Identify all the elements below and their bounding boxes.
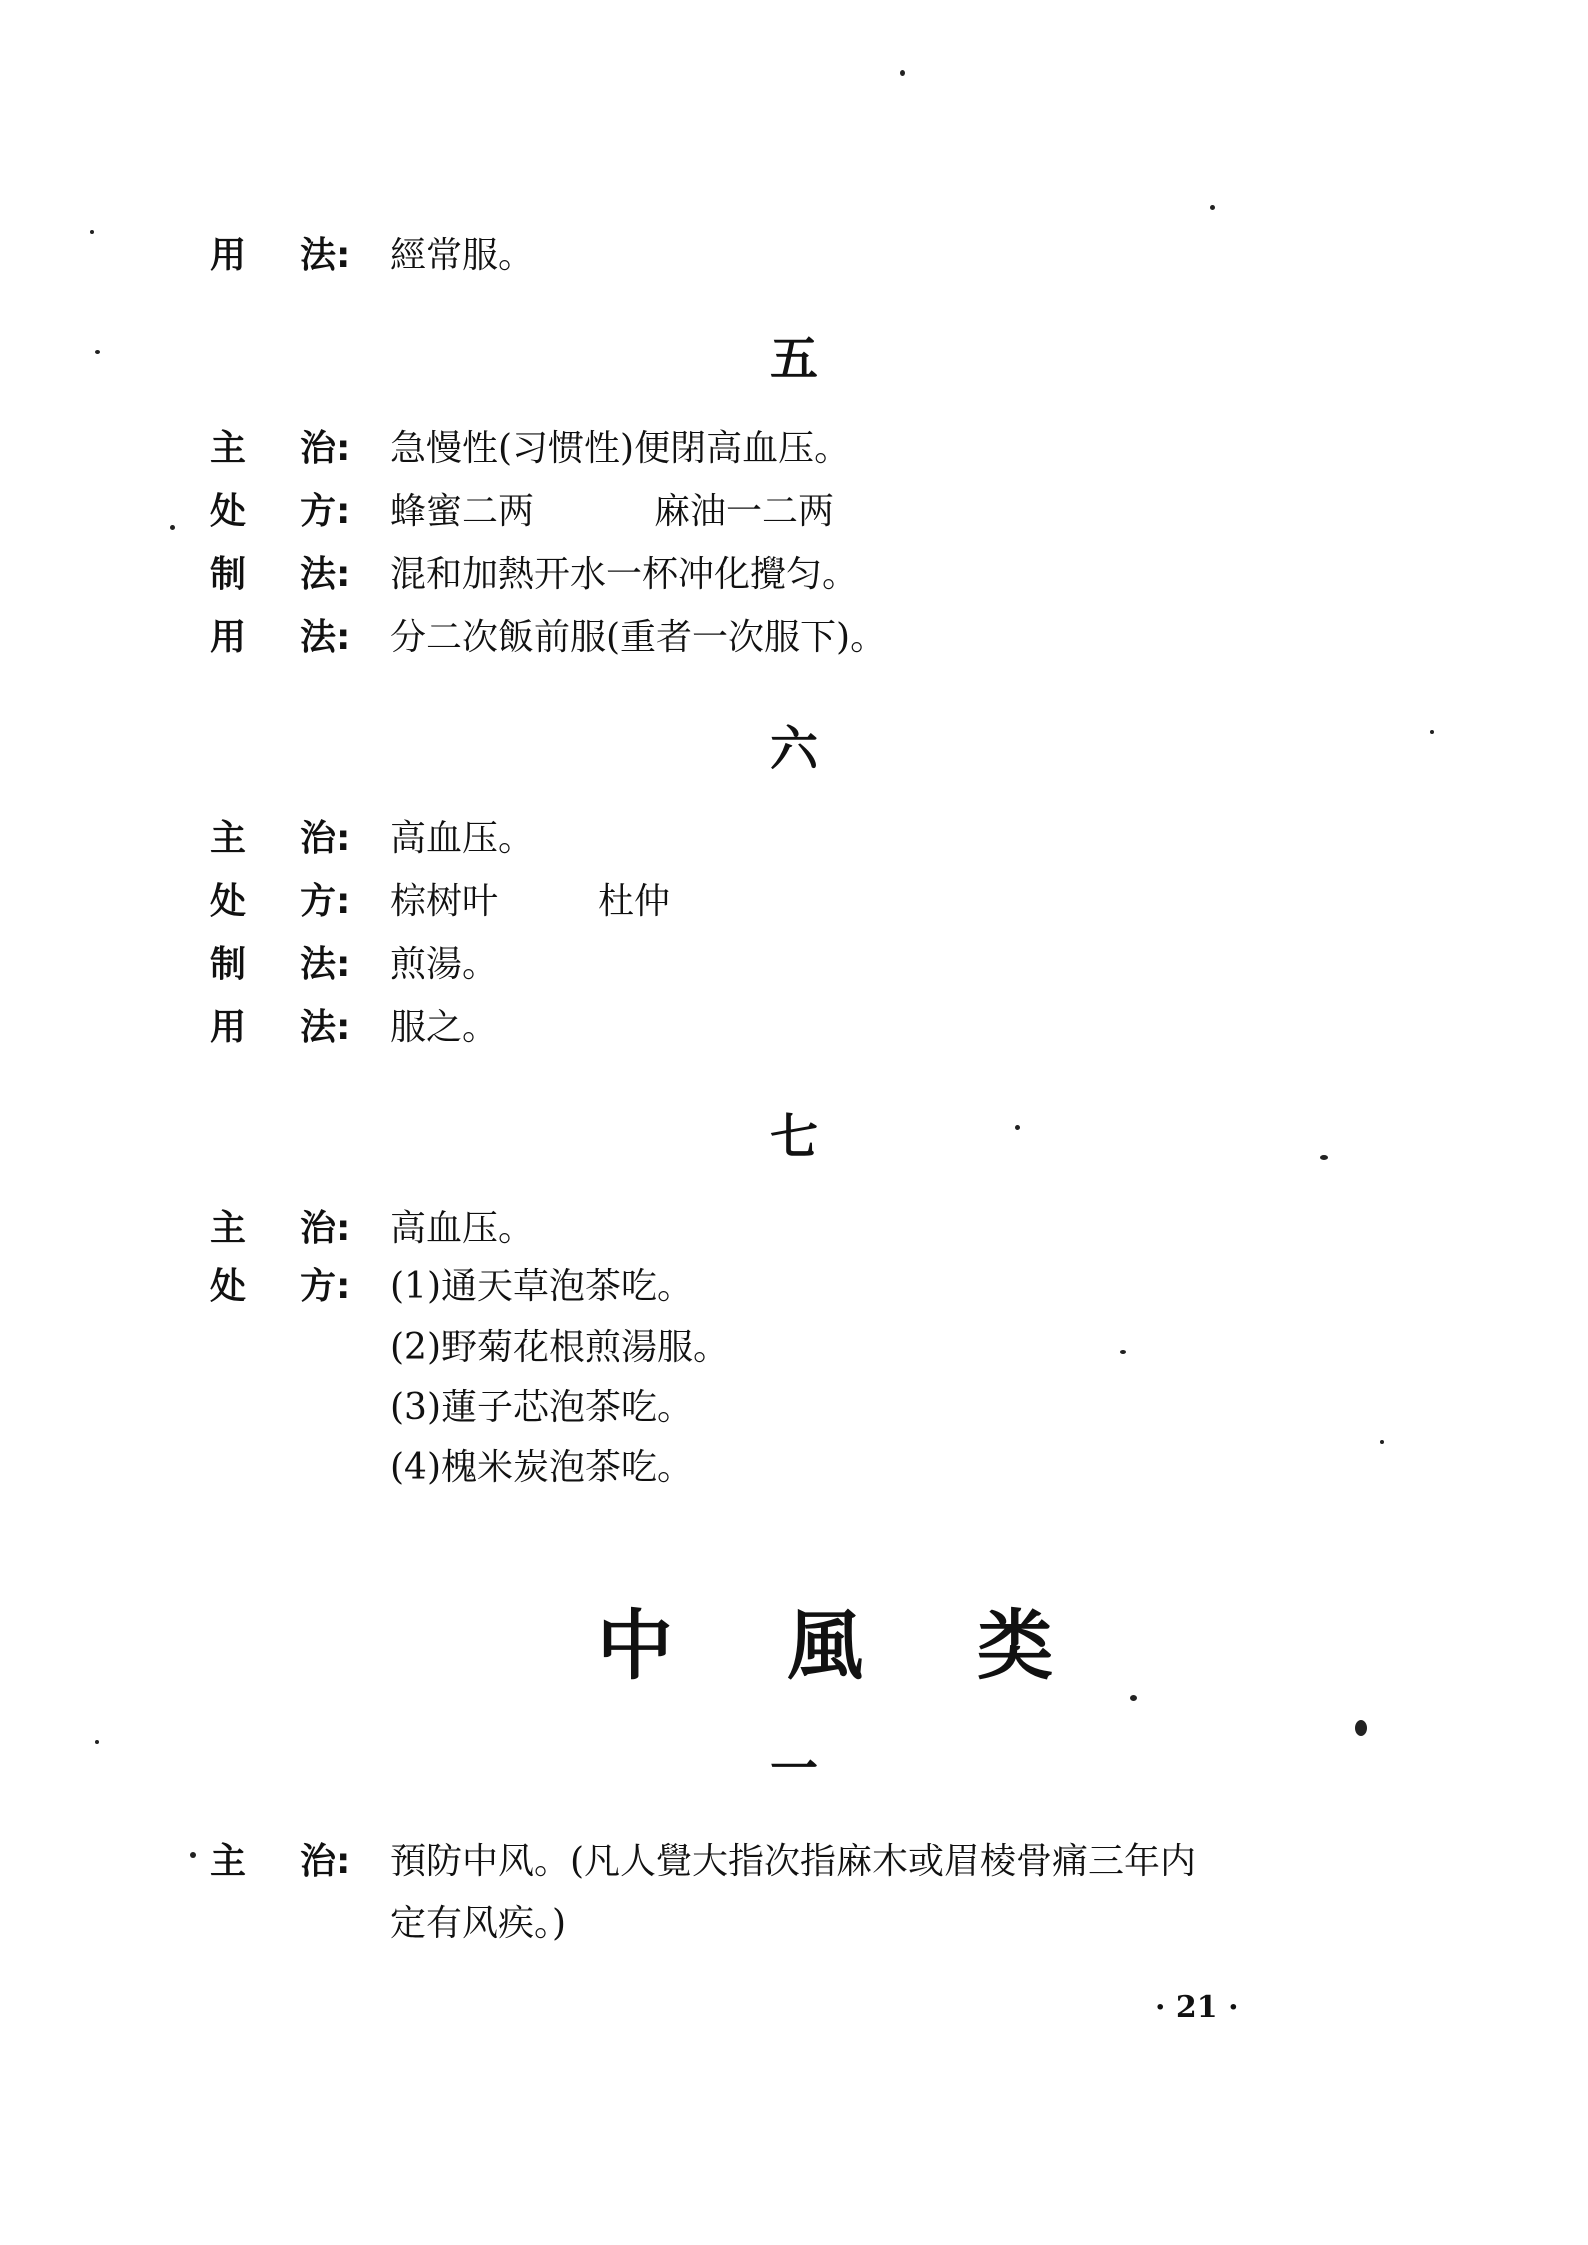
section-heading-5: 五 [769,331,818,387]
entry-usage [210,994,498,1054]
ingredient: 蜂蜜二两 [390,490,535,532]
entry-text: 預防中风。(凡人覺大指次指麻木或眉棱骨痛三年内 [390,1840,1197,1882]
entry-prescription [210,868,670,928]
entry-indication [210,1195,534,1255]
scan-speck [1430,730,1434,734]
entry-text: 服之。 [390,1006,499,1048]
category-char: 風 [787,1601,863,1690]
section-heading-1: 一 [769,1741,818,1797]
scan-speck [900,70,905,76]
label-char: 法: [300,943,351,985]
label-char: 方: [300,1265,351,1307]
ingredient: 麻油一二两 [654,490,835,532]
page-number: · 21 · [1155,1990,1239,2025]
ingredient: 杜仲 [598,880,671,922]
prescription-item: (3)蓮子芯泡茶吃。 [390,1386,693,1428]
entry-text: 分二次飯前服(重者一次服下)。 [390,616,887,658]
entry-text: 混和加熱开水一杯冲化攪匀。 [390,553,859,595]
label-char: 法: [300,234,351,276]
label-char: 处 [210,490,247,532]
category-char: 中 [597,1601,673,1690]
label-char: 制 [210,943,247,985]
scan-speck [95,1740,99,1744]
category-char: 类 [977,1601,1053,1690]
label-char: 主 [210,1840,247,1882]
label-char: 治: [300,1207,351,1249]
scan-speck [90,230,94,234]
label-char: 用 [210,1006,247,1048]
prescription-item: (2)野菊花根煎湯服。 [390,1326,729,1368]
section-heading-7: 七 [769,1109,818,1165]
scan-speck [1320,1155,1328,1160]
scan-speck [1015,1125,1020,1130]
entry-prescription [210,478,834,538]
entry-prescription [210,1253,693,1313]
label-char: 法: [300,1006,351,1048]
label-char: 法: [300,616,351,658]
entry-indication [210,805,534,865]
ingredient: 棕树叶 [390,880,499,922]
label-char: 治: [300,817,351,859]
label-char: 方: [300,880,351,922]
entry-text: 急慢性(习惯性)便閉高血压。 [390,427,851,469]
entry-preparation [210,541,858,601]
entry-text: 高血压。 [390,1207,535,1249]
label-char: 处 [210,880,247,922]
label-char: 用 [210,234,247,276]
entry-indication [210,415,850,475]
label-char: 治: [300,427,351,469]
scan-speck [170,525,175,530]
entry-usage [210,604,886,664]
label-char: 用 [210,616,247,658]
prescription-item: (4)槐米炭泡茶吃。 [390,1446,693,1488]
entry-text: (1)通天草泡茶吃。 [390,1265,693,1307]
entry-text-continuation: 定有风疾。) [390,1902,567,1944]
label-char: 处 [210,1265,247,1307]
section-heading-6: 六 [769,721,818,777]
label-char: 主 [210,427,247,469]
scan-speck [1210,205,1215,210]
label-char: 制 [210,553,247,595]
label-char: 法: [300,553,351,595]
entry-indication [210,1828,1196,1888]
label-char: 主 [210,1207,247,1249]
scan-speck [190,1852,196,1858]
entry-preparation [210,931,498,991]
entry-text: 煎湯。 [390,943,499,985]
label-char: 治: [300,1840,351,1882]
label-char: 方: [300,490,351,532]
entry-text: 高血压。 [390,817,535,859]
scan-speck [1120,1350,1126,1354]
entry-text: 經常服。 [390,234,535,276]
scan-speck [95,350,100,354]
scan-speck [1130,1695,1137,1701]
label-char: 主 [210,817,247,859]
entry-usage [210,222,534,282]
scan-speck [1380,1440,1384,1444]
scan-speck [1355,1720,1367,1736]
category-heading [540,1585,1110,1694]
